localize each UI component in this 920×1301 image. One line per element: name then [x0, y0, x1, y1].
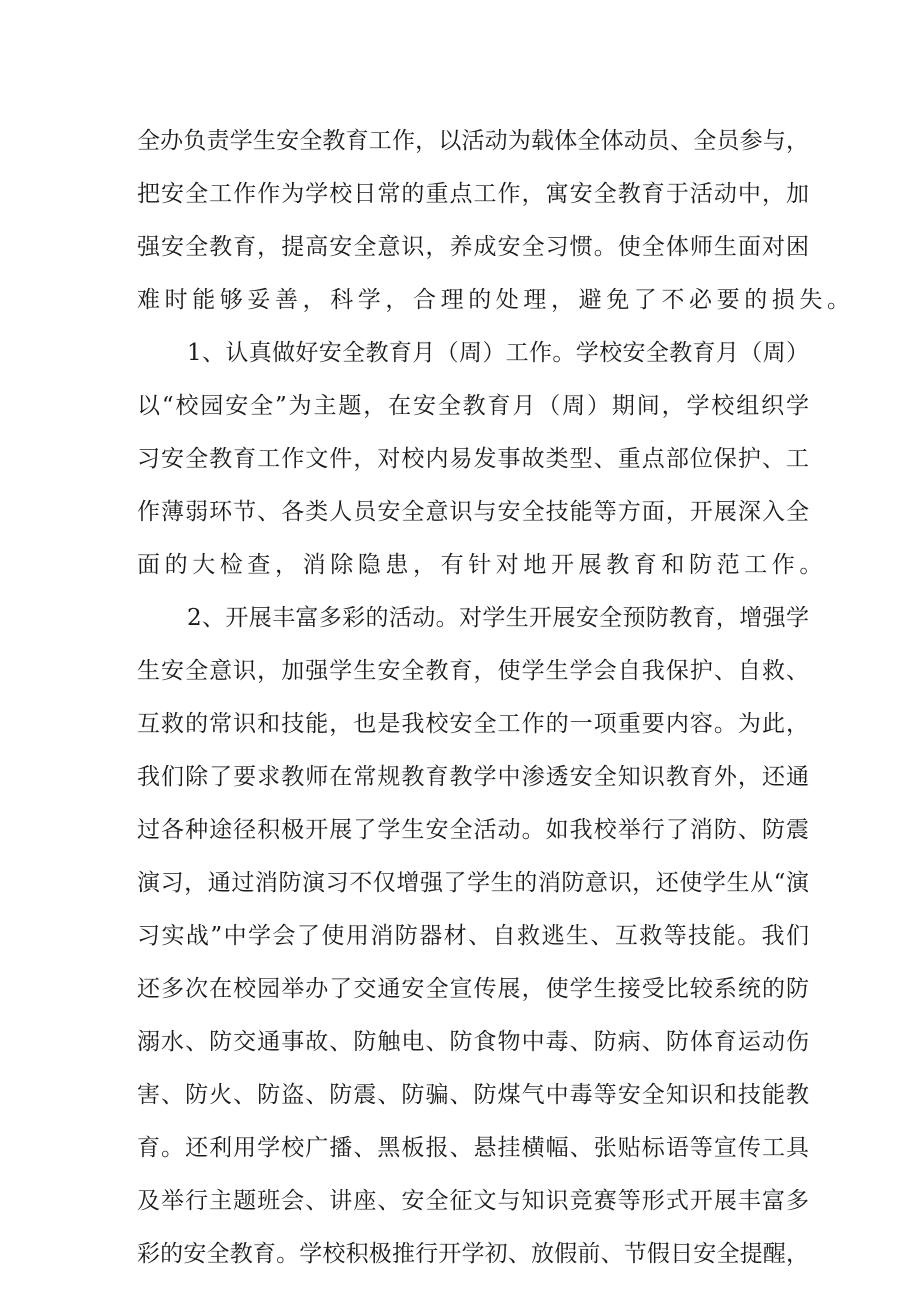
- text-line: 还多次在校园举办了交通安全宣传展，使学生接受比较系统的防: [137, 976, 809, 1002]
- text-line: 育。还利用学校广播、黑板报、悬挂横幅、张贴标语等宣传工具: [137, 1135, 809, 1161]
- text-line: 生安全意识，加强学生安全教育，使学生学会自我保护、自救、: [137, 658, 809, 684]
- text-line: 2、开展丰富多彩的活动。对学生开展安全预防教育，增强学: [187, 605, 809, 631]
- text-line: 面的大检查，消除隐患，有针对地开展教育和防范工作。: [137, 552, 827, 578]
- text-line: 我们除了要求教师在常规教育教学中渗透安全知识教育外，还通: [137, 764, 809, 790]
- text-line: 难时能够妥善，科学，合理的处理，避免了不必要的损失。: [137, 287, 855, 313]
- text-line: 害、防火、防盗、防震、防骗、防煤气中毒等安全知识和技能教: [137, 1082, 809, 1108]
- text-line: 把安全工作作为学校日常的重点工作，寓安全教育于活动中，加: [137, 181, 809, 207]
- text-line: 及举行主题班会、讲座、安全征文与知识竞赛等形式开展丰富多: [137, 1188, 809, 1214]
- text-line: 互救的常识和技能，也是我校安全工作的一项重要内容。为此，: [137, 711, 809, 737]
- text-line: 习安全教育工作文件，对校内易发事故类型、重点部位保护、工: [137, 446, 809, 472]
- text-line: 1、认真做好安全教育月（周）工作。学校安全教育月（周）: [187, 340, 809, 366]
- text-line: 彩的安全教育。学校积极推行开学初、放假前、节假日安全提醒，: [137, 1241, 809, 1267]
- text-line: 习实战”中学会了使用消防器材、自救逃生、互救等技能。我们: [137, 923, 809, 949]
- text-line: 溺水、防交通事故、防触电、防食物中毒、防病、防体育运动伤: [137, 1029, 809, 1055]
- text-line: 以“校园安全”为主题，在安全教育月（周）期间，学校组织学: [137, 393, 809, 419]
- text-line: 演习，通过消防演习不仅增强了学生的消防意识，还使学生从“演: [137, 870, 809, 896]
- text-line: 作薄弱环节、各类人员安全意识与安全技能等方面，开展深入全: [137, 499, 809, 525]
- text-line: 过各种途径积极开展了学生安全活动。如我校举行了消防、防震: [137, 817, 809, 843]
- text-line: 强安全教育，提高安全意识，养成安全习惯。使全体师生面对困: [137, 234, 809, 260]
- text-line: 全办负责学生安全教育工作，以活动为载体全体动员、全员参与，: [137, 128, 809, 154]
